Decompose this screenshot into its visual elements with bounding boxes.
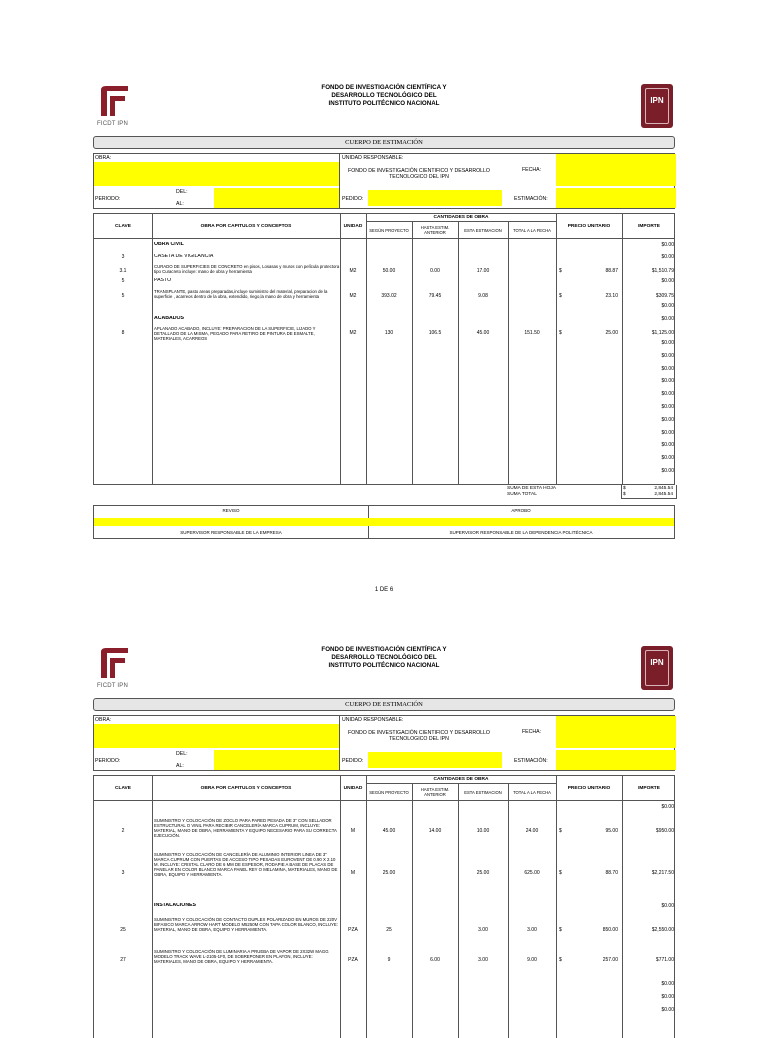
ficdt-logo [97, 82, 131, 128]
suma-hoja-value: 2,845.54 [654, 486, 673, 491]
cell-precio: 257.00 [602, 957, 618, 963]
cell-hasta: 79.45 [428, 293, 442, 299]
cell-description: CURADO DE SUPERFICIES DE CONCRETO en pisos, Losasas y muros con película protectora tipo Curacreto incluye: mano de obra y herramienta [154, 264, 340, 274]
cell-esta: 17.00 [476, 268, 490, 274]
suma-total-value: 2,845.54 [654, 492, 673, 497]
cell-clave: 25 [120, 927, 126, 933]
page-header [93, 78, 675, 134]
cell-description: CASETA DE VIGILANCIA [154, 254, 214, 259]
estimate-table [93, 213, 675, 485]
cell-importe: $2,217.50 [651, 870, 674, 876]
pedido-label: PEDIDO: [342, 758, 364, 764]
ficdt-logo-text: FICDT IPN [97, 121, 129, 127]
del-al-field[interactable] [214, 188, 339, 208]
col-segun: SEGÚN PROYECTO [366, 784, 413, 800]
cell-importe: $0.00 [661, 981, 674, 987]
ipn-shield-icon: IPN [641, 646, 673, 690]
periodo-label: PERIODO: [95, 196, 121, 202]
col-hasta: HASTA ESTIM. ANTERIOR [412, 222, 459, 238]
page-2 [93, 640, 675, 1038]
cell-clave: 3 [121, 870, 125, 876]
cell-unidad: M2 [349, 293, 357, 299]
fecha-label: FECHA: [522, 167, 542, 173]
fecha-field[interactable] [556, 716, 676, 748]
ipn-shield-icon: IPN [641, 84, 673, 128]
cell-importe: $0.00 [661, 903, 674, 909]
del-label: DEL: [176, 751, 188, 757]
cell-description: ACABADOS [154, 316, 184, 321]
cell-clave: 8 [121, 330, 125, 336]
document-title: FONDO DE INVESTIGACIÓN CIENTÍFICA Y DESARROLLO TECNOLÓGICO DEL INSTITUTO POLITÉCNICO NACIONAL [321, 646, 447, 669]
fecha-field[interactable] [556, 154, 676, 186]
cell-importe: $0.00 [661, 242, 674, 248]
cell-description: APLANADO ACABADO, INCLUYE: PREPARACION DE LA SUPERFICIE, LIJADO Y DETALLADO DE LA MISMA, PEGADO PARA RETIRO DE PINTURA DE ESMALTE, MATERIALES, ACARREOS [154, 326, 316, 341]
cell-esta: 45.00 [476, 330, 490, 336]
ficdt-logo-text: FICDT IPN [97, 683, 129, 689]
cell-esta: 10.00 [476, 828, 490, 834]
cell-esta: 25.00 [476, 870, 490, 876]
cell-clave: 5 [121, 278, 125, 284]
cell-importe: $0.00 [661, 442, 674, 449]
col-hasta: HASTA ESTIM. ANTERIOR [412, 784, 459, 800]
col-clave: CLAVE [94, 214, 153, 238]
cell-importe: $0.00 [661, 804, 674, 810]
cell-clave: 3 [121, 254, 125, 260]
unidad-responsable-label: UNIDAD RESPONSABLE: [342, 155, 404, 161]
periodo-label: PERIODO: [95, 758, 121, 764]
obra-label: OBRA: [95, 717, 112, 723]
col-total: TOTAL A LA FECHA [513, 227, 551, 233]
col-segun: SEGÚN PROYECTO [366, 222, 413, 238]
cell-currency: $ [559, 330, 562, 336]
estimacion-field[interactable] [556, 750, 676, 770]
cell-description: TRANSPLANTE, pasto areas preparadas,incluye suministro del material, preparacion de la superficie , acarreos dentro de la obra, extendido, riego,la mano de obra y herramienta [154, 289, 328, 299]
cell-importe: $0.00 [661, 365, 674, 372]
cell-esta: 3.00 [478, 927, 488, 933]
col-cantidades: CANTIDADES DE OBRA [366, 214, 557, 238]
cell-importe: $771.00 [655, 957, 674, 963]
ficdt-logo [97, 644, 131, 690]
unidad-responsable-value: FONDO DE INVESTIGACIÓN CIENTIFICO Y DESARROLLO TECNOLOGICO DEL IPN [348, 168, 490, 180]
cell-currency: $ [559, 870, 562, 876]
supervisor-empresa: SUPERVISOR RESPONSABLE DE LA EMPRESA [180, 530, 282, 535]
supervisor-dependencia: SUPERVISOR RESPONSABLE DE LA DEPENDENCIA POLITÉCNICA [449, 530, 593, 535]
pedido-label: PEDIDO: [342, 196, 364, 202]
cell-esta: 9.08 [478, 293, 488, 299]
cell-importe: $0.00 [661, 278, 674, 284]
cell-unidad: PZA [348, 957, 358, 963]
cell-unidad: M [350, 870, 356, 876]
cell-description: SUMINISTRO Y COLOCACIÓN DE CANCELERÍA DE ALUMINIO INTERIOR LINEA DE 3" MARCA CUPRUM CON PUERTAS DE ACCESO TIPO PESADAS EUROVENT DE 0.90 X 2.10 M. INCLUYE: CRISTAL CLARO DE 6 MM DE ESPESOR, RODAPIE A BASE DE PLACAS DE PANELAR EN COLOR BLANCO MARCA PANEL REY O MELAMINA, MATERIALES, MANO DE OBRA, EQUIPO Y HERRAMIENTA. [154, 852, 338, 877]
cell-hasta: 6.00 [430, 957, 440, 963]
cell-total: 9.00 [527, 957, 537, 963]
pedido-field[interactable] [368, 752, 502, 768]
cell-description: SUMINISTRO Y COLOCACIÓN DE LUMINARIA A PRUEBA DE VAPOR DE 2X32W MAGG MODELO TRACK WAVE L-2105-1F0, DE SOBREPONER EN PLAFON, INCLUYE: MATERIALES, MANO DE OBRA, EQUIPO Y HERRAMIENTA. [154, 949, 329, 964]
ficdt-logo-icon [97, 82, 131, 120]
estimacion-label: ESTIMACIÓN: [514, 758, 548, 764]
cell-description: OBRA CIVIL [154, 242, 184, 247]
cell-importe: $0.00 [661, 340, 674, 346]
cell-description: INSTALACIONES [154, 903, 196, 908]
cell-precio: 88.70 [605, 870, 618, 876]
table-header [94, 776, 674, 801]
col-cantidades: CANTIDADES DE OBRA [366, 776, 557, 800]
cell-clave: 3.1 [119, 268, 127, 274]
cell-importe: $950.00 [655, 828, 674, 834]
cell-importe: $1,510.79 [651, 268, 674, 274]
cell-importe: $1,125.00 [651, 330, 674, 336]
cell-description: SUMINISTRO Y COLOCACIÓN DE ZOCLO PARA PARED PESADA DE 3" CON SELLADOR ESTRUCTURAL O VINIL PARA RECIBIR CANCELERÍA MARCA CUPRUM, INCLUYE: MATERIAL, MANO DE OBRA, HERRAMIENTA Y EQUIPO NECESARIO PARA SU CORRECTA EJECUCIÓN. [154, 818, 337, 838]
unidad-responsable-label: UNIDAD RESPONSABLE: [342, 717, 404, 723]
reviso-label: REVISO [222, 508, 240, 513]
cell-segun: 9 [387, 957, 391, 963]
cell-clave: 2 [121, 828, 125, 834]
cell-segun: 130 [384, 330, 394, 336]
col-precio: PRECIO UNITARIO [556, 214, 623, 238]
cell-importe: $0.00 [661, 455, 674, 462]
obra-field[interactable] [94, 162, 339, 186]
col-clave: CLAVE [94, 776, 153, 800]
col-unidad: UNIDAD [340, 214, 367, 238]
signature-field[interactable] [94, 518, 674, 526]
cell-clave: 5 [121, 293, 125, 299]
al-label: AL: [176, 201, 184, 207]
cell-unidad: M2 [349, 268, 357, 274]
cell-importe: $0.00 [661, 303, 674, 309]
col-esta: ESTA ESTIMACION [458, 784, 509, 800]
cell-segun: 25 [386, 927, 392, 933]
cell-precio: 23.10 [605, 293, 618, 299]
aprobo-label: APROBO [511, 508, 531, 513]
col-esta: ESTA ESTIMACION [458, 222, 509, 238]
cell-hasta: 106.5 [428, 330, 442, 336]
cell-description: SUMINISTRO Y COLOCACIÓN DE CONTACTO DUPLEX POLARIZADO EN MUROS DE 220V BIFASICO MARCA ARROW HART MODELO M5250M CON TAPA COLOR BLANCO, INCLUYE: MATERIAL, MANO DE OBRA, EQUIPO Y HERRAMIENTA. [154, 917, 338, 932]
estimacion-label: ESTIMACIÓN: [514, 196, 548, 202]
cell-segun: 393.02 [381, 293, 397, 299]
cell-total: 3.00 [527, 927, 537, 933]
cell-segun: 25.00 [382, 870, 396, 876]
page-1 [93, 78, 675, 539]
cell-segun: 45.00 [382, 828, 396, 834]
info-block [93, 153, 675, 209]
cell-hasta: 0.00 [430, 268, 440, 274]
cell-currency: $ [559, 268, 562, 274]
cell-hasta: 14.00 [428, 828, 442, 834]
col-obra: OBRA POR CAPITULOS Y CONCEPTOS [152, 214, 341, 238]
suma-hoja-label: SUMA DE ESTA HOJA [507, 486, 556, 491]
table-header [94, 214, 674, 239]
cell-importe: $0.00 [661, 254, 674, 260]
cell-importe: $0.00 [661, 378, 674, 385]
col-obra: OBRA POR CAPITULOS Y CONCEPTOS [152, 776, 341, 800]
signature-block [93, 505, 675, 539]
estimate-table [93, 775, 675, 1038]
fecha-label: FECHA: [522, 729, 542, 735]
cell-importe: $0.00 [661, 468, 674, 474]
del-label: DEL: [176, 189, 188, 195]
section-bar: CUERPO DE ESTIMACIÓN [93, 698, 675, 711]
cell-segun: 50.00 [382, 268, 396, 274]
cell-currency: $ [559, 957, 562, 963]
suma-total-label: SUMA TOTAL [507, 492, 537, 497]
obra-field[interactable] [94, 724, 339, 748]
cell-precio: 25.00 [605, 330, 618, 336]
cell-total: 151.50 [524, 330, 540, 336]
col-total: TOTAL A LA FECHA [513, 789, 551, 795]
page-header [93, 640, 675, 696]
cell-unidad: M2 [349, 330, 357, 336]
cell-total: 625.00 [524, 870, 540, 876]
al-label: AL: [176, 763, 184, 769]
cell-total: 24.00 [525, 828, 539, 834]
cell-importe: $2,550.00 [651, 927, 674, 933]
cell-clave: 27 [120, 957, 126, 963]
cell-unidad: PZA [348, 927, 358, 933]
col-unidad: UNIDAD [340, 776, 367, 800]
estimacion-field[interactable] [556, 188, 676, 208]
obra-label: OBRA: [95, 155, 112, 161]
cell-importe: $0.00 [661, 429, 674, 436]
cell-importe: $0.00 [661, 316, 674, 322]
info-block [93, 715, 675, 771]
unidad-responsable-value: FONDO DE INVESTIGACIÓN CIENTIFICO Y DESARROLLO TECNOLOGICO DEL IPN [348, 730, 490, 742]
cell-importe: $309.75 [655, 293, 674, 299]
pedido-field[interactable] [368, 190, 502, 206]
col-importe: IMPORTE [638, 223, 660, 229]
cell-precio: 95.00 [605, 828, 618, 834]
cell-importe: $0.00 [661, 391, 674, 398]
totals: SUMA DE ESTA HOJA SUMA TOTAL $ 2,845.54 $ 2,845.54 [93, 485, 675, 499]
cell-esta: 3.00 [478, 957, 488, 963]
document-title: FONDO DE INVESTIGACIÓN CIENTÍFICA Y DESARROLLO TECNOLÓGICO DEL INSTITUTO POLITÉCNICO NACIONAL [321, 84, 447, 107]
cell-currency: $ [559, 828, 562, 834]
section-bar: CUERPO DE ESTIMACIÓN [93, 136, 675, 149]
cell-precio: 850.00 [602, 927, 618, 933]
cell-currency: $ [559, 927, 562, 933]
cell-unidad: M [350, 828, 356, 834]
cell-importe: $0.00 [661, 416, 674, 423]
ficdt-logo-icon [97, 644, 131, 682]
cell-importe: $0.00 [661, 352, 674, 359]
cell-precio: 88.87 [605, 268, 618, 274]
col-importe: IMPORTE [638, 785, 660, 791]
cell-currency: $ [559, 293, 562, 299]
cell-description: PASTO [154, 278, 172, 283]
cell-importe: $0.00 [661, 404, 674, 410]
page-number: 1 DE 6 [374, 587, 394, 593]
cell-importe: $0.00 [661, 994, 674, 1000]
col-precio: PRECIO UNITARIO [556, 776, 623, 800]
del-al-field[interactable] [214, 750, 339, 770]
cell-importe: $0.00 [661, 1007, 674, 1013]
